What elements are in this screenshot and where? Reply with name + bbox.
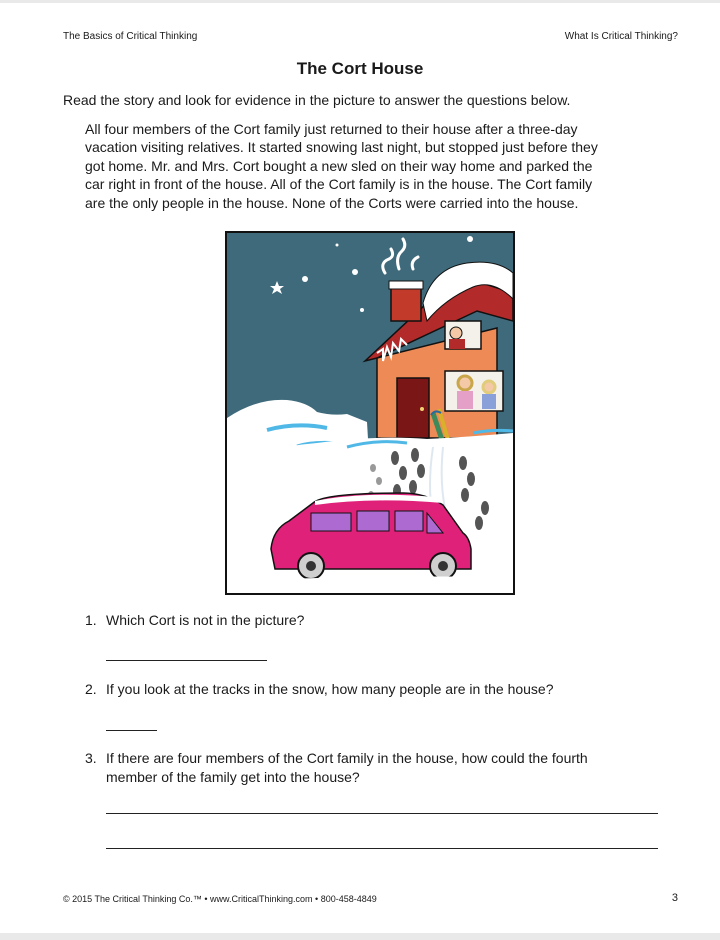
question-text-line: If there are four members of the Cort family in the house, how could the fourth	[106, 750, 588, 766]
worksheet-page	[0, 3, 720, 933]
question-text-line: member of the family get into the house?	[106, 768, 360, 785]
question-text	[106, 749, 666, 786]
page-number: 3	[671, 892, 678, 904]
answer-line-1[interactable]	[106, 660, 267, 661]
footer-copyright: © 2015 The Critical Thinking Co.™ • www.CriticalThinking.com • 800-458-4849	[63, 894, 377, 904]
front-door	[397, 378, 429, 438]
story-line: got home. Mr. and Mrs. Cort bought a new sled on their way home and parked the	[85, 157, 593, 174]
header-book-title: The Basics of Critical Thinking	[63, 31, 198, 42]
cort-house-illustration	[225, 231, 515, 595]
header-section-title: What Is Critical Thinking?	[564, 31, 678, 42]
story-line: are the only people in the house. None of the Corts were carried into the house.	[85, 194, 579, 211]
question-number: 1.	[85, 612, 97, 628]
story-line: car right in front of the house. All of the Cort family is in the house. The Cort family	[85, 176, 593, 193]
instructions: Read the story and look for evidence in the picture to answer the questions below.	[63, 92, 571, 108]
answer-line-3a[interactable]	[106, 813, 658, 814]
story-line: All four members of the Cort family just returned to their house after a three-day	[85, 121, 578, 137]
question-number: 3.	[85, 750, 97, 766]
story-line: vacation visiting relatives. It started snowing last night, but stopped just before they	[85, 139, 598, 156]
question-number: 2.	[85, 681, 97, 697]
page-title: The Cort House	[296, 59, 424, 78]
chimney	[391, 285, 421, 321]
question-text: If you look at the tracks in the snow, how many people are in the house?	[106, 681, 554, 697]
question-text: Which Cort is not in the picture?	[106, 612, 305, 628]
answer-line-2[interactable]	[106, 730, 157, 731]
story-paragraph	[85, 120, 655, 212]
answer-line-3b[interactable]	[106, 848, 658, 849]
